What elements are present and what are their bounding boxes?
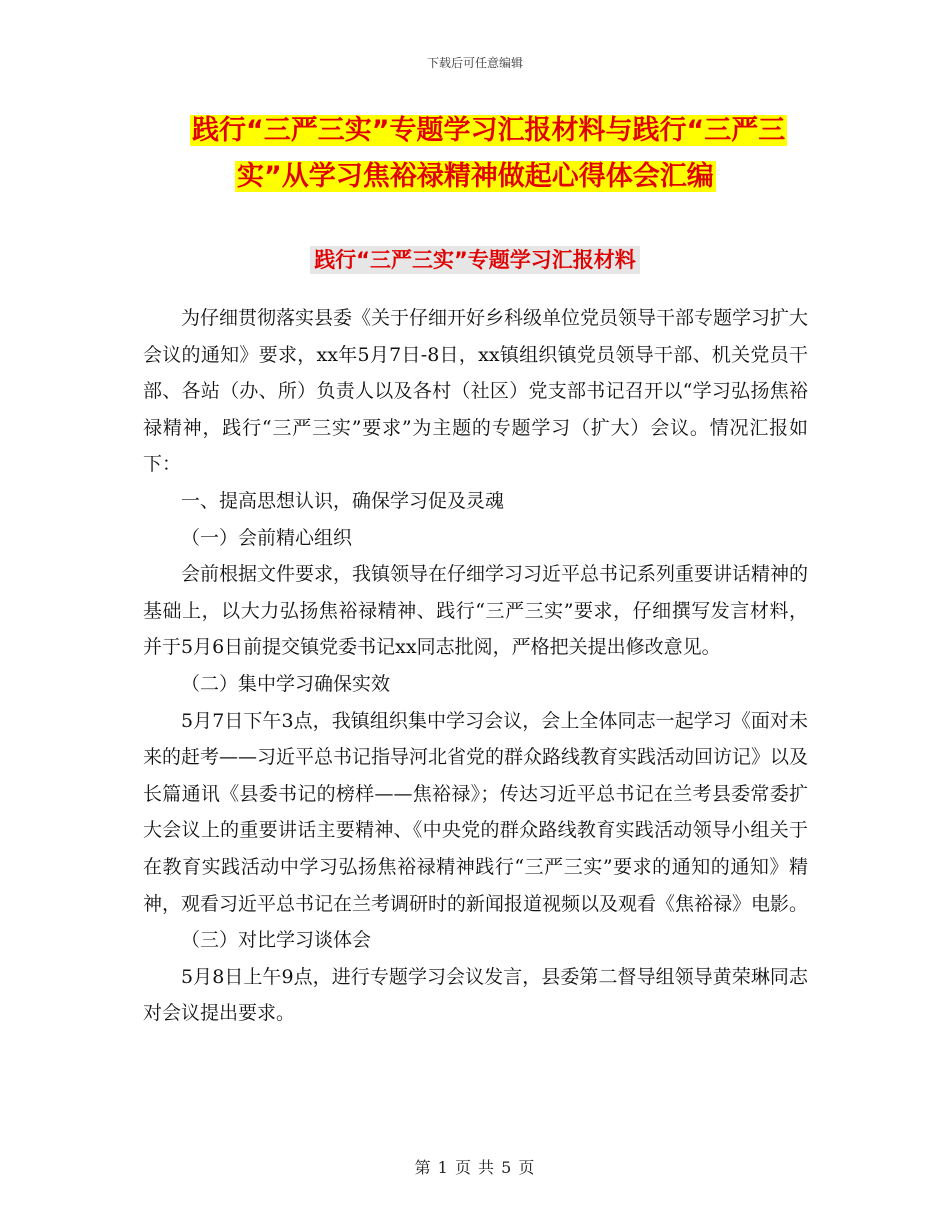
document-title: [140, 108, 820, 200]
page-header-note: 下载后可任意编辑: [426, 56, 523, 70]
paragraph-preparation: 会前根据文件要求，我镇领导在仔细学习习近平总书记系列重要讲话精神的基础上，以大力弘扬焦裕禄精神、践行“三严三实”要求，仔细撰写发言材料，并于5月6日前提交镇党委书记xx同志批阅，严格把关提出修改意见。: [143, 563, 809, 659]
heading-subsection-2: （二）集中学习确保实效: [181, 672, 391, 695]
page-footer: 第 1 页 共 5 页: [414, 1158, 536, 1177]
heading-subsection-3: （三）对比学习谈体会: [181, 929, 372, 952]
heading-section-1: 一、提高思想认识，确保学习促及灵魂: [181, 489, 505, 512]
heading-subsection-1: （一）会前精心组织: [181, 526, 353, 549]
title-line-2: 实”从学习焦裕禄精神做起心得体会汇编: [237, 161, 714, 192]
document-body: [143, 300, 808, 1032]
paragraph-study-session: 5月7日下午3点，我镇组织集中学习会议，会上全体同志一起学习《面对未来的赶考——习近平总书记指导河北省党的群众路线教育实践活动回访记》以及长篇通讯《县委书记的榜样——焦裕禄》；传达习近平总书记在兰考县委常委扩大会议上的重要讲话主要精神、《中央党的群众路线教育实践活动领导小组关于在教育实践活动中学习弘扬焦裕禄精神践行“三严三实”要求的通知的通知》精神，观看习近平总书记在兰考调研时的新闻报道视频以及观看《焦裕禄》电影。: [143, 709, 809, 915]
paragraph-intro: 为仔细贯彻落实县委《关于仔细开好乡科级单位党员领导干部专题学习扩大会议的通知》要求，xx年5月7日-8日，xx镇组织镇党员领导干部、机关党员干部、各站（办、所）负责人以及各村（社区）党支部书记召开以“学习弘扬焦裕禄精神，践行“三严三实”要求”为主题的专题学习（扩大）会议。情况汇报如下：: [143, 307, 809, 476]
title-line-1: 践行“三严三实”专题学习汇报材料与践行“三严三: [192, 115, 786, 146]
paragraph-speeches: 5月8日上午9点，进行专题学习会议发言，县委第二督导组领导黄荣琳同志对会议提出要求。: [143, 965, 808, 1025]
section-title-text: 践行“三严三实”专题学习汇报材料: [310, 246, 640, 274]
section-title: [0, 244, 950, 274]
